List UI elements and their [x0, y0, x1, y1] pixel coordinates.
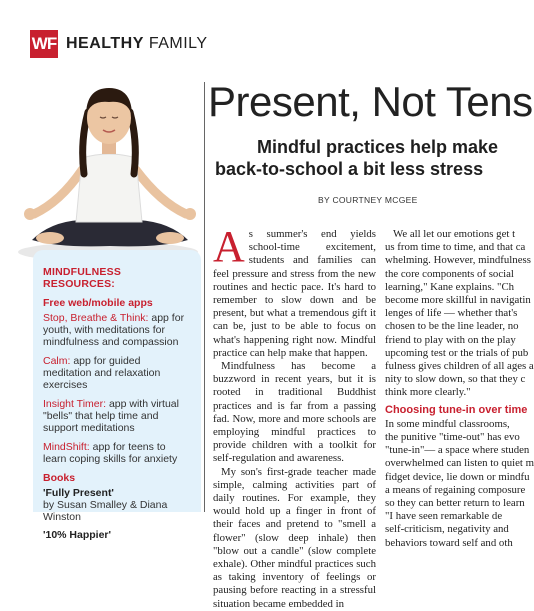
- app-item: [43, 398, 191, 434]
- app-name: MindShift:: [43, 441, 90, 453]
- sidebar-heading-line: MINDFULNESS: [43, 266, 122, 278]
- text-line: "I have seen remarkable de: [385, 510, 503, 523]
- app-item: [43, 441, 191, 465]
- text-line: become more skillful in navigatin: [385, 294, 531, 307]
- book-title: '10% Happier': [43, 529, 112, 541]
- apps-heading: Free web/mobile apps: [43, 297, 153, 309]
- paragraph-text: s summer's end yields school-time excitement, students and families can feel pressure and stress from the new routines and hectic pace. It's hard to remember to slow down and be present, but what a tremendous gift it can be, just to be able to focus on what's happening right now. Mindful practice can help make that happen.: [213, 228, 376, 359]
- drop-cap: A: [213, 222, 245, 271]
- text-line: think more clearly.": [385, 386, 471, 399]
- text-line: the core components of social: [385, 267, 514, 280]
- column-rule: [204, 82, 205, 512]
- app-description: app for guided meditation and relaxation exercises: [43, 355, 161, 391]
- paragraph: My son's first-grade teacher made simple, calming activities part of daily routines. For example, they would hold up a finger in front of their faces and pretend to "smell a flower" (slow deep inhale) then "blow out a candle" (slow complete exhale). Other mindful practices such as taking inventory of feelings or pausing before reacting in a stressful situation became embedded in: [213, 465, 376, 610]
- subtitle-line: back-to-school a bit less stress: [215, 159, 484, 179]
- paragraph: [213, 222, 376, 360]
- byline: BY COURTNEY MCGEE: [318, 195, 418, 205]
- section-title-rest: FAMILY: [148, 35, 208, 52]
- text-line: upcoming test or the trials of pub: [385, 346, 529, 359]
- text-line: whelming. However, mindfulness: [385, 254, 531, 267]
- text-line: the punitive "time-out" has evo: [385, 431, 520, 444]
- book-author: by Susan Smalley & Diana Winston: [43, 499, 168, 523]
- text-line: behaviors toward self and oth: [385, 536, 513, 549]
- masthead: [30, 30, 208, 58]
- article-column-1: [213, 222, 376, 611]
- article-title: Present, Not Tens: [208, 78, 533, 125]
- app-name: Insight Timer:: [43, 398, 107, 410]
- text-line: us from time to time, and that ca: [385, 241, 526, 254]
- app-name: Calm:: [43, 355, 71, 367]
- section-title: [66, 35, 208, 53]
- text-line: a means of regaining composure: [385, 483, 526, 496]
- book-item: [43, 529, 191, 541]
- text-line: lenges of life — whether that's: [385, 307, 518, 320]
- text-line: friend to play with on the play: [385, 333, 516, 346]
- text-line: fidget device, lie down or mindfu: [385, 470, 530, 483]
- sidebar-heading: [43, 266, 191, 290]
- text-line: so they can better return to learn: [385, 497, 525, 510]
- book-item: [43, 487, 191, 523]
- paragraph: Mindfulness has become a buzzword in recent years, but it is rooted in traditional Buddhist practices and is far from a passing fad. Now, more and more schools are employing mindful practices to provide children with a toolkit for self-regulation and awareness.: [213, 360, 376, 465]
- text-line: We all let our emotions get t: [393, 228, 516, 240]
- sidebar-heading-line: RESOURCES:: [43, 278, 116, 290]
- text-line: nity to slow down, so that they c: [385, 373, 526, 386]
- section-title-bold: HEALTHY: [66, 35, 144, 52]
- text-line: overwhelmed can listen to quiet m: [385, 457, 534, 470]
- app-item: [43, 355, 191, 391]
- text-line: fulness gives children of all ages a: [385, 360, 534, 373]
- app-description: app for youth, with meditations for mindfulness and compassion: [43, 312, 185, 348]
- app-item: [43, 312, 191, 348]
- meditating-girl-photo: [10, 62, 205, 260]
- app-description: app with virtual "bells" that help time and support meditations: [43, 398, 179, 434]
- text-line: chosen to be the line leader, no: [385, 320, 519, 333]
- text-line: learning," Kane explains. "Ch: [385, 280, 515, 293]
- app-name: Stop, Breathe & Think:: [43, 312, 149, 324]
- subtitle-line: Mindful practices help make: [257, 137, 499, 157]
- text-line: In some mindful classrooms,: [385, 417, 510, 430]
- wf-logo: WF: [30, 30, 58, 58]
- book-title: 'Fully Present': [43, 487, 114, 499]
- article-subtitle: [213, 136, 533, 180]
- text-line: self-criticism, negativity and: [385, 523, 509, 536]
- article-column-2: [385, 228, 534, 550]
- subsection-heading: Choosing tune-in over time: [385, 403, 528, 416]
- resources-sidebar: [33, 250, 201, 541]
- books-heading: Books: [43, 472, 76, 484]
- text-line: "tune-in"— a space where studen: [385, 444, 530, 457]
- app-description: app for teens to learn coping skills for anxiety: [43, 441, 178, 465]
